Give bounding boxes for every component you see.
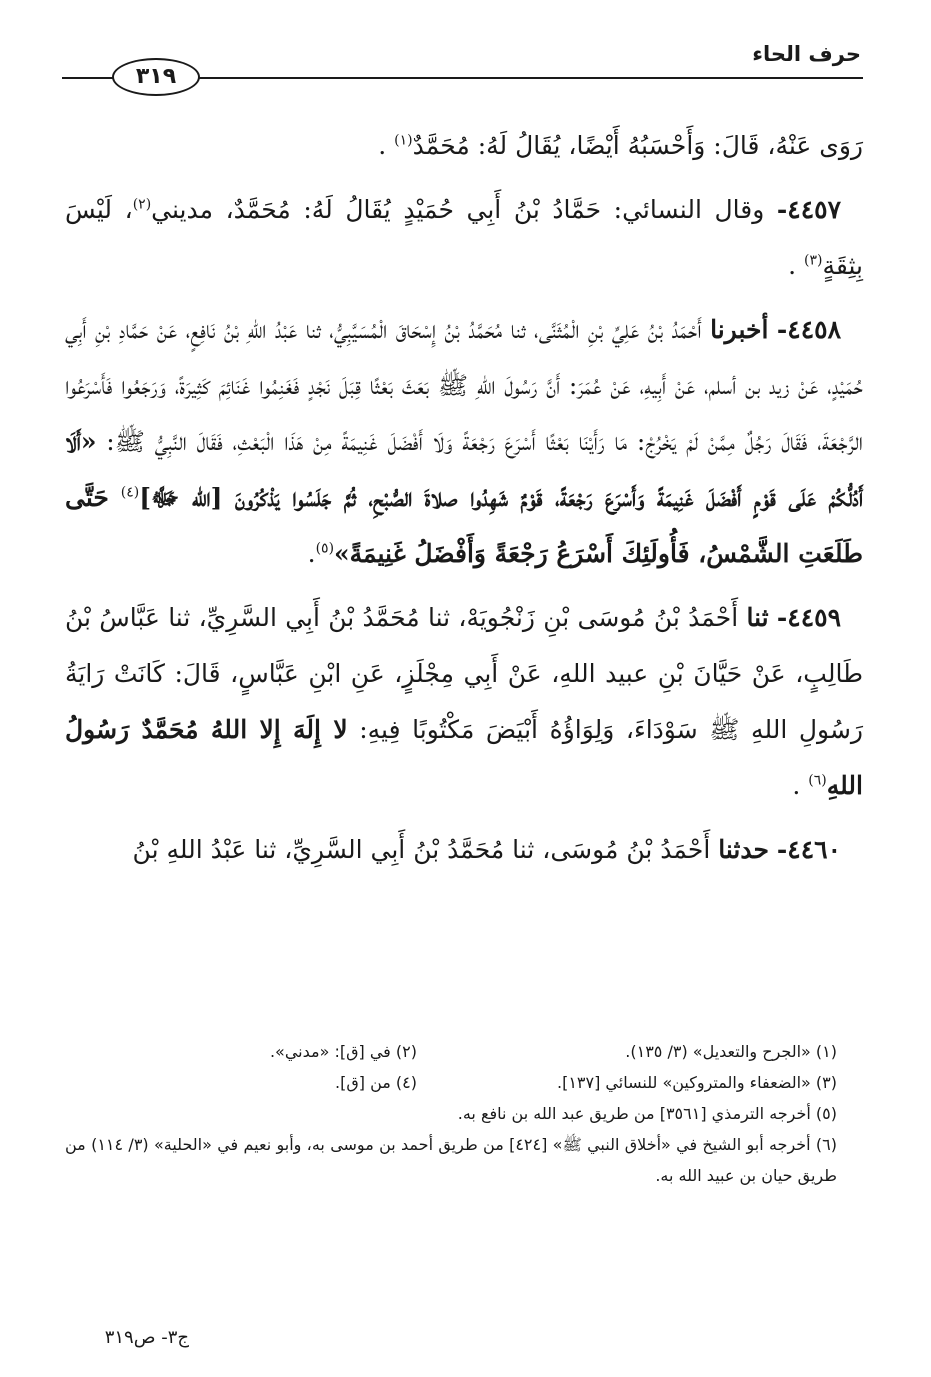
paragraph-text: رَوَى عَنْهُ، قَالَ: وَأَحْسَبُهُ أَيْضًا، يُقَالُ لَهُ: مُحَمَّدٌ [412, 131, 863, 160]
paragraph-end: . [788, 251, 797, 280]
isnad-text: أَحْمَدُ بْنُ مُوسَى بْنِ زَنْجُويَهْ، ثنا مُحَمَّدُ بْنُ أَبِي السَّرِيِّ، ثنا عَبَّاسُ بْنُ طَالِبٍ، عَنْ حَيَّانَ بْنِ عبيد اللهِ، عَنْ أَبِي مِجْلَزٍ، عَنِ ابْنِ عَبَّاسٍ، قَالَ: كَانَتْ رَايَةُ رَسُولِ اللهِ ﷺ سَوْدَاءَ، وَلِوَاؤُهُ أَبْيَضَ مَكْتُوبًا فِيهِ: [65, 603, 863, 744]
hadith-number: ٤٤٥٧- [776, 195, 841, 224]
paragraph-text: وقال النسائي: حَمَّادُ بْنُ أَبِي حُمَيْدٍ يُقَالُ لَهُ: مُحَمَّدٌ، مديني [151, 195, 765, 224]
footnote-2: (٢) في [ق]: «مدني». [269, 1042, 417, 1061]
transmission-word: ثنا [746, 603, 769, 632]
transmission-word: حدثنا [718, 835, 769, 864]
page-number: ٣١٩ [112, 58, 200, 96]
hadith-number: ٤٤٦٠- [776, 835, 841, 864]
footnote-3: (٣) «الضعفاء والمتروكين» للنسائي [١٣٧]. [556, 1073, 837, 1092]
isnad-text: أَحْمَدُ بْنُ عَلِيِّ بْنِ الْمُثَنَّى، ثنا مُحَمَّدُ بْنُ إِسْحَاقَ الْمُسَيَّبِيُّ، ثنا عَبْدُ اللهِ بْنُ نَافِعٍ، عَنْ حَمَّادِ بْنِ أَبِي حُمَيْدٍ، عَنْ زيد بن أسلم، عَنْ أَبِيهِ، عَنْ عُمَرَ: أَنَّ رَسُولَ اللهِ ﷺ بَعَثَ بَعْثًا قِبَلَ نَجْدٍ فَغَنِمُوا غَنَائِمَ كَثِيرَةً، وَرَجَعُوا فَأَسْرَعُوا الرَّجْعَةَ، فَقَالَ رَجُلٌ مِمَّنْ لَمْ يَخْرُجْ: مَا رَأَيْنَا بَعْثًا أَسْرَعَ رَجْعَةً وَلَا أَفْضَلَ غَنِيمَةً مِنْ هَذَا الْبَعْثِ، فَقَالَ النَّبِيُّ ﷺ: [65, 315, 863, 456]
footnote-row [65, 1067, 837, 1098]
hadith-number: ٤٤٥٩- [776, 603, 842, 632]
prophetic-quote: «أَلَا أَدُلُّكُمْ عَلَى قَوْمٍ أَفْضَلَ غَنِيمَةً وَأَسْرَعَ رَجْعَةً، قَوْمٌ شَهِدُوا صلاةَ الصُّبْحِ، ثُمَّ جَلَسُوا يَذْكُرُونَ [الله ﷻ] [65, 427, 864, 512]
footnote-ref[interactable]: (٣) [803, 252, 823, 269]
footnote-ref[interactable]: (٦) [808, 772, 827, 789]
paragraph-continuation [65, 118, 863, 174]
footnote-1: (١) «الجرح والتعديل» (٣/ ١٣٥). [625, 1042, 837, 1061]
prophetic-quote-cont: حَتَّى طَلَعَتِ الشَّمْسُ، فَأُولَئِكَ أَسْرَعُ رَجْعَةً وَأَفْضَلُ غَنِيمَةً» [65, 483, 863, 568]
footnote-6: (٦) أخرجه أبو الشيخ في «أخلاق النبي ﷺ» [٤٢٤] من طريق أحمد بن موسى به، وأبو نعيم في «الحلية» (٣/ ١١٤) من طريق حيان بن عبيد الله به. [65, 1135, 838, 1185]
footnotes [65, 1036, 837, 1191]
footnote-4: (٤) من [ق]. [335, 1073, 417, 1092]
running-title: حرف الحاء [752, 42, 861, 66]
footnote-ref[interactable]: (٥) [315, 540, 335, 557]
shahada-text: لا إِلَهَ إِلا اللهُ مُحَمَّدٌ رَسُولُ اللهِ [65, 715, 863, 800]
paragraph-4459 [65, 590, 863, 814]
paragraph-4460 [65, 822, 863, 878]
footnote-5: (٥) أخرجه الترمذي [٣٥٦١] من طريق عبد الله بن نافع به. [457, 1104, 837, 1123]
paragraph-end: . [378, 131, 387, 160]
paragraph-4457 [65, 182, 863, 294]
footnote-row [65, 1036, 837, 1067]
paragraph-end: . [792, 771, 801, 800]
paragraph-4458 [65, 302, 863, 582]
transmission-word: أخبرنا [710, 315, 769, 344]
paragraph-end: . [307, 539, 316, 568]
paragraph-text-cont: ، لَيْسَ بِثِقَةٍ [65, 195, 863, 280]
isnad-text: أَحْمَدُ بْنُ مُوسَى، ثنا مُحَمَّدُ بْنُ أَبِي السَّرِيِّ، ثنا عَبْدُ اللهِ بْنُ [132, 835, 711, 864]
main-text [65, 118, 863, 886]
hadith-number: ٤٤٥٨- [776, 315, 842, 344]
volume-page-marker: ج٣- ص٣١٩ [104, 1327, 189, 1348]
footnote-ref[interactable]: (٢) [132, 196, 152, 213]
footnote-ref[interactable]: (٤) [120, 484, 140, 501]
footnote-ref[interactable]: (١) [394, 132, 413, 149]
